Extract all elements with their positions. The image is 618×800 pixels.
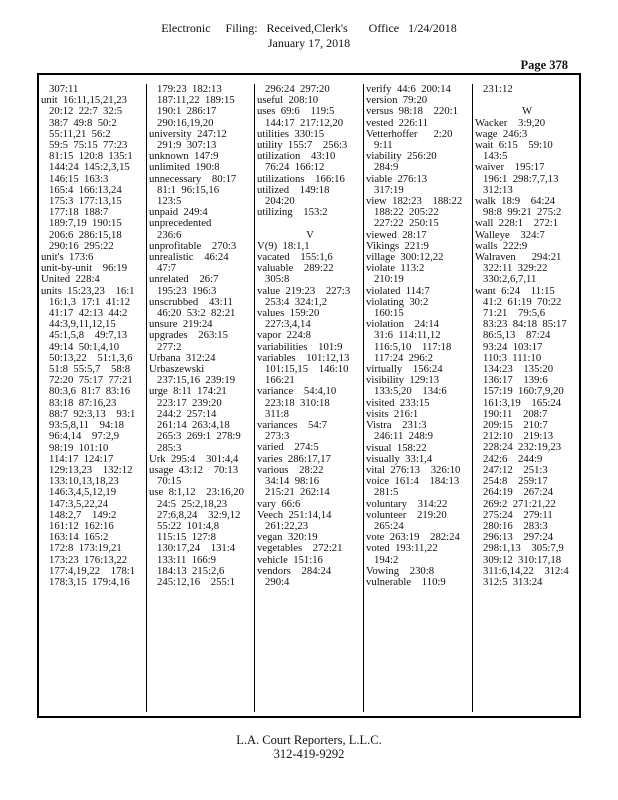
index-page-refs: 223:18 310:18	[265, 396, 330, 409]
index-entry: vital 276:13 326:10	[366, 463, 461, 476]
index-entry: variabilities 101:9	[257, 340, 343, 353]
index-entry: variance 54:4,10	[257, 385, 337, 398]
index-page-refs: 41:17 42:13 44:2	[49, 307, 128, 320]
index-page-refs: 311:6,14,22 312:4	[483, 564, 569, 577]
index-entry: utility 155:7 256:3	[257, 139, 348, 152]
index-entry: use 8:1,12 23:16,20	[149, 486, 244, 499]
index-page-refs: 261:22,23	[265, 519, 309, 532]
index-page-refs: 210:19	[374, 273, 404, 286]
index-page-refs: 49:14 50:1,4,10	[49, 340, 120, 353]
index-entry: unit's 173:6	[41, 251, 94, 264]
index-page-refs: 157:19 160:7,9,20	[483, 385, 564, 398]
index-entry: units 15:23,23 16:1	[41, 284, 135, 297]
index-page-refs: 275:24 279:11	[483, 508, 553, 521]
index-entry: variances 54:7	[257, 419, 328, 432]
index-entry: Walleye 324:7	[475, 228, 545, 241]
index-page-refs: 187:11,22 189:15	[157, 94, 235, 107]
index-entry: varied 274:5	[257, 441, 319, 454]
index-entry: walls 222:9	[475, 239, 528, 252]
index-entry: utilization 43:10	[257, 150, 336, 163]
index-page-refs: 55:22 101:4,8	[157, 519, 220, 532]
index-page-refs: 70:15	[157, 475, 182, 488]
index-page-refs: 71:21 79:5,6	[483, 307, 546, 320]
index-page-refs: 38:7 49:8 50:2	[49, 116, 117, 129]
index-entry: various 28:22	[257, 463, 324, 476]
index-page-refs: 123:5	[157, 195, 182, 208]
index-page-refs: 246:11 248:9	[374, 430, 433, 443]
index-page-refs: 72:20 75:17 77:21	[49, 374, 133, 387]
index-page-refs: 242:6 244:9	[483, 452, 543, 465]
index-entry: unsure 219:24	[149, 318, 213, 331]
index-page-refs: 245:12,16 255:1	[157, 575, 236, 588]
index-entry: Vetterhoffer 2:20	[366, 127, 453, 140]
index-page-refs: 305:8	[265, 273, 290, 286]
index-entry: voluntary 314:22	[366, 497, 448, 510]
index-page-refs: 146:3,4,5,12,19	[49, 486, 117, 499]
index-entry: utilizing 153:2	[257, 206, 328, 219]
index-page-refs: 96:4,14 97:2,9	[49, 430, 120, 443]
index-page-refs: 93:24 103:17	[483, 340, 543, 353]
index-page-refs: 136:17 139:6	[483, 374, 548, 387]
index-entry: vested 226:11	[366, 116, 428, 129]
reporter-name: L.A. Court Reporters, L.L.C.	[236, 733, 382, 747]
index-page-refs: 265:24	[374, 519, 404, 532]
index-page-refs: 261:14 263:4,18	[157, 419, 230, 432]
index-page-refs: 317:19	[374, 183, 404, 196]
index-page-refs: 277:2	[157, 340, 182, 353]
index-entry: utilized 149:18	[257, 183, 330, 196]
index-page-refs: 298:1,13 305:7,9	[483, 542, 564, 555]
index-page-refs: 273:3	[265, 430, 290, 443]
index-page-refs: 88:7 92:3,13 93:1	[49, 407, 136, 420]
index-entry: visibility 129:13	[366, 374, 440, 387]
index-entry: visited 233:15	[366, 396, 430, 409]
index-page-refs: 47:7	[157, 262, 177, 275]
index-entry: variables 101:12,13	[257, 351, 350, 364]
index-entry: unrealistic 46:24	[149, 251, 229, 264]
index-page-refs: 115:15 127:8	[157, 531, 216, 544]
index-entry: want 6:24 11:15	[475, 284, 555, 297]
index-page-refs: 290:4	[265, 575, 290, 588]
index-entry: voice 161:4 184:13	[366, 475, 460, 488]
index-entry: vapor 224:8	[257, 329, 312, 342]
index-page-refs: 130:17,24 131:4	[157, 542, 236, 555]
index-page-refs: 284:9	[374, 161, 399, 174]
index-page-refs: 110:3 111:10	[483, 351, 542, 364]
index-entry: viability 256:20	[366, 150, 437, 163]
index-entry: useful 208:10	[257, 94, 319, 107]
index-page-refs: 59:5 75:15 77:23	[49, 139, 128, 152]
index-page-refs: 144:17 217:12,20	[265, 116, 344, 129]
index-page-refs: 290:16,19,20	[157, 116, 214, 129]
index-letter-heading: V	[306, 228, 314, 241]
index-column	[39, 84, 147, 712]
index-entry: unscrubbed 43:11	[149, 295, 233, 308]
index-page-refs: 129:13,23 132:12	[49, 463, 133, 476]
index-entry: utilizations 166:16	[257, 172, 345, 185]
index-page-refs: 330:2,6,7,11	[483, 273, 537, 286]
index-entry	[257, 218, 363, 229]
index-entry: Vistra 231:3	[366, 419, 427, 432]
index-page-refs: 296:13 297:24	[483, 531, 554, 544]
index-page-refs: 31:6 114:11,12	[374, 329, 441, 342]
index-entry: village 300:12,22	[366, 251, 444, 264]
index-page-refs: 322:11 329:22	[483, 262, 548, 275]
index-page-refs: 98:8 99:21 275:2	[483, 206, 562, 219]
index-entry: volunteer 219:20	[366, 508, 447, 521]
index-entry: Vowing 230:8	[366, 564, 435, 577]
index-entry: Veech 251:14,14	[257, 508, 332, 521]
index-entry: unprecedented	[149, 217, 212, 230]
index-entry: urge 8:11 174:21	[149, 385, 227, 398]
index-page-refs: 280:16 283:3	[483, 519, 548, 532]
index-page-refs: 184:13 215:2,6	[157, 564, 225, 577]
index-page-refs: 265:3 269:1 278:9	[157, 430, 241, 443]
index-page-refs: 223:17 239:20	[157, 396, 222, 409]
index-page-refs: 254:8 259:17	[483, 475, 548, 488]
index-entry: unknown 147:9	[149, 150, 219, 163]
index-entry: vary 66:6	[257, 497, 301, 510]
index-page-refs: 81:1 96:15,16	[157, 183, 220, 196]
index-page-refs: 178:3,15 179:4,16	[49, 575, 130, 588]
index-entry: violate 113:2	[366, 262, 425, 275]
page-number: Page 378	[520, 58, 568, 72]
index-entry: Urbana 312:24	[149, 351, 216, 364]
index-letter-heading: W	[521, 105, 533, 118]
index-page-refs: 209:15 210:7	[483, 419, 548, 432]
index-page-refs: 177:4,19,22 178:1	[49, 564, 136, 577]
index-page-refs: 133:11 166:9	[157, 553, 216, 566]
index-page-refs: 161:12 162:16	[49, 519, 114, 532]
index-entry: Vikings 221:9	[366, 239, 429, 252]
filing-stamp: Electronic Filing: Received,Clerk's Office 1/24/2018	[161, 21, 457, 35]
index-page-refs: 190:1 286:17	[157, 105, 217, 118]
index-entry: verify 44:6 200:14	[366, 84, 451, 95]
index-entry: violating 30:2	[366, 295, 429, 308]
index-entry: usage 43:12 70:13	[149, 463, 239, 476]
index-page-refs: 195:23 196:3	[157, 284, 217, 297]
index-entry: version 79:20	[366, 94, 428, 107]
index-column	[255, 84, 364, 712]
index-page-refs: 196:1 298:7,7,13	[483, 172, 559, 185]
index-entry: wage 246:3	[475, 127, 528, 140]
index-entry: vulnerable 110:9	[366, 575, 446, 588]
index-page-refs: 161:3,19 165:24	[483, 396, 562, 409]
index-entry: Walraven 294:21	[475, 251, 562, 264]
index-page-refs: 285:3	[157, 441, 182, 454]
index-entry: unit 16:11,15,21,23	[41, 94, 127, 107]
index-entry: varies 286:17,17	[257, 452, 331, 465]
index-page-refs: 307:11	[49, 84, 79, 95]
index-entry: unlimited 190:8	[149, 161, 220, 174]
index-page-refs: 93:5,8,11 94:18	[49, 419, 125, 432]
index-page-refs: 44:3,9,11,12,15	[49, 318, 116, 331]
index-page-refs: 215:21 262:14	[265, 486, 330, 499]
index-page-refs: 133:5,20 134:6	[374, 385, 447, 398]
index-page-refs: 147:3,5,22,24	[49, 497, 109, 510]
index-entry: upgrades 263:15	[149, 329, 228, 342]
index-page-refs: 296:24 297:20	[265, 84, 330, 95]
index-entry: valuable 289:22	[257, 262, 334, 275]
index-page-refs: 290:16 295:22	[49, 239, 114, 252]
index-page-refs: 269:2 271:21,22	[483, 497, 556, 510]
index-entry: Urbaszewski	[149, 363, 205, 376]
index-entry: visually 33:1,4	[366, 452, 433, 465]
reporter-phone: 312-419-9292	[273, 747, 345, 761]
index-page-refs: 144:24 145:2,3,15	[49, 161, 130, 174]
index-page-refs: 165:4 166:13,24	[49, 183, 122, 196]
index-entry: vegetables 272:21	[257, 542, 343, 555]
index-page-refs: 175:3 177:13,15	[49, 195, 122, 208]
index-page-refs: 264:19 267:24	[483, 486, 554, 499]
index-page-refs: 34:14 98:16	[265, 475, 320, 488]
index-column	[473, 84, 579, 712]
index-page-refs: 86:5,13 87:24	[483, 329, 551, 342]
index-entry: United 228:4	[41, 273, 100, 286]
index-entry: value 219:23 227:3	[257, 284, 351, 297]
index-page-refs: 81:15 120:8 135:1	[49, 150, 133, 163]
word-index-table	[37, 73, 581, 718]
index-page-refs: 117:24 296:2	[374, 351, 433, 364]
index-page-refs: 163:14 165:2	[49, 531, 109, 544]
index-page-refs: 312:13	[483, 183, 513, 196]
index-entry: vacated 155:1,6	[257, 251, 333, 264]
index-page-refs: 46:20 53:2 82:21	[157, 307, 236, 320]
index-page-refs: 204:20	[265, 195, 295, 208]
index-page-refs: 16:1,3 17:1 41:12	[49, 295, 131, 308]
index-page-refs: 101:15,15 146:10	[265, 363, 349, 376]
index-page-refs: 55:11,21 56:2	[49, 127, 111, 140]
index-page-refs: 247:12 251:3	[483, 463, 548, 476]
index-page-refs: 116:5,10 117:18	[374, 340, 452, 353]
index-column	[147, 84, 255, 712]
index-page-refs: 50:13,22 51:1,3,6	[49, 351, 133, 364]
index-page-refs: 172:8 173:19,21	[49, 542, 122, 555]
index-page-refs: 166:21	[265, 374, 295, 387]
index-page-refs: 173:23 176:13,22	[49, 553, 128, 566]
index-entry: V(9) 18:1,1	[257, 239, 310, 252]
index-page-refs: 146:15 163:3	[49, 172, 109, 185]
index-page-refs: 114:17 124:17	[49, 452, 114, 465]
index-entry: vehicle 151:16	[257, 553, 323, 566]
index-page-refs: 312:5 313:24	[483, 575, 543, 588]
index-page-refs: 80:3,6 81:7 83:16	[49, 385, 131, 398]
index-page-refs: 237:15,16 239:19	[157, 374, 236, 387]
index-page-refs: 98:19 101:10	[49, 441, 109, 454]
index-page-refs: 228:24 232:19,23	[483, 441, 562, 454]
index-entry: vendors 284:24	[257, 564, 332, 577]
index-entry: unpaid 249:4	[149, 206, 208, 219]
index-page-refs: 9:11	[374, 139, 393, 152]
index-page-refs: 227:22 250:15	[374, 217, 439, 230]
index-page-refs: 189:7,19 190:15	[49, 217, 122, 230]
index-page-refs: 76:24 166:12	[265, 161, 325, 174]
index-page-refs: 311:8	[265, 407, 289, 420]
index-entry: unrelated 26:7	[149, 273, 219, 286]
index-page-refs: 148:2,7 149:2	[49, 508, 117, 521]
index-entry: unit-by-unit 96:19	[41, 262, 128, 275]
hearing-date: January 17, 2018	[267, 36, 351, 50]
index-page-refs: 309:12 310:17,18	[483, 553, 562, 566]
index-page-refs: 160:15	[374, 307, 404, 320]
index-entry: versus 98:18 220:1	[366, 105, 459, 118]
index-page-refs: 83:18 87:16,23	[49, 396, 117, 409]
index-page-refs: 45:1,5,8 49:7,13	[49, 329, 128, 342]
index-entry: wall 228:1 272:1	[475, 217, 559, 230]
index-page-refs: 281:5	[374, 486, 399, 499]
index-entry: unprofitable 270:3	[149, 239, 237, 252]
index-entry: Wacker 3:9,20	[475, 116, 546, 129]
index-entry: waiver 195:17	[475, 161, 545, 174]
index-page-refs: 143:5	[483, 150, 508, 163]
index-entry: visits 216:1	[366, 407, 419, 420]
index-entry: uses 69:6 119:5	[257, 105, 335, 118]
index-entry: walk 18:9 64:24	[475, 195, 556, 208]
index-entry: wait 6:15 59:10	[475, 139, 553, 151]
index-page-refs: 212:10 219:13	[483, 430, 554, 443]
index-page-refs: 253:4 324:1,2	[265, 295, 328, 308]
index-entry: visual 158:22	[366, 441, 427, 454]
index-page-refs: 291:9 307:13	[157, 139, 217, 152]
index-entry: view 182:23 188:22	[366, 195, 463, 208]
index-entry: viable 276:13	[366, 172, 428, 185]
index-page-refs: 133:10,13,18,23	[49, 475, 119, 488]
index-page-refs: 179:23 182:13	[157, 84, 222, 95]
index-page-refs: 206:6 286:15,18	[49, 228, 122, 241]
index-page-refs: 231:12	[483, 84, 513, 95]
index-page-refs: 134:23 135:20	[483, 363, 554, 376]
index-page-refs: 188:22 205:22	[374, 206, 439, 219]
index-page-refs: 190:11 208:7	[483, 407, 548, 420]
index-column	[364, 84, 473, 712]
index-page-refs: 244:2 257:14	[157, 407, 217, 420]
index-page-refs: 194:2	[374, 553, 399, 566]
index-entry: vegan 320:19	[257, 531, 318, 544]
index-page-refs: 51:8 55:5,7 58:8	[49, 363, 131, 376]
index-entry: values 159:20	[257, 307, 320, 320]
index-entry: utilities 330:15	[257, 127, 325, 140]
index-entry: violation 24:14	[366, 318, 440, 331]
index-entry: university 247:12	[149, 127, 227, 140]
index-page-refs: 83:23 84:18 85:17	[483, 318, 567, 331]
index-page-refs: 27:6,8,24 32:9,12	[157, 508, 241, 521]
index-page-refs: 227:3,4,14	[265, 318, 311, 331]
index-page-refs: 236:6	[157, 228, 182, 241]
index-entry: vote 263:19 282:24	[366, 531, 460, 544]
index-entry: Urk 295:4 301:4,4	[149, 452, 239, 465]
index-page-refs: 41:2 61:19 70:22	[483, 295, 562, 308]
index-entry: voted 193:11,22	[366, 542, 438, 555]
index-page-refs: 24:5 25:2,18,23	[157, 497, 228, 510]
index-entry: viewed 28:17	[366, 228, 427, 241]
index-page-refs: 20:12 22:7 32:5	[49, 105, 123, 118]
index-entry: unnecessary 80:17	[149, 172, 237, 185]
index-entry: virtually 156:24	[366, 363, 443, 376]
index-page-refs: 177:18 188:7	[49, 206, 109, 219]
index-entry: violated 114:7	[366, 284, 430, 297]
